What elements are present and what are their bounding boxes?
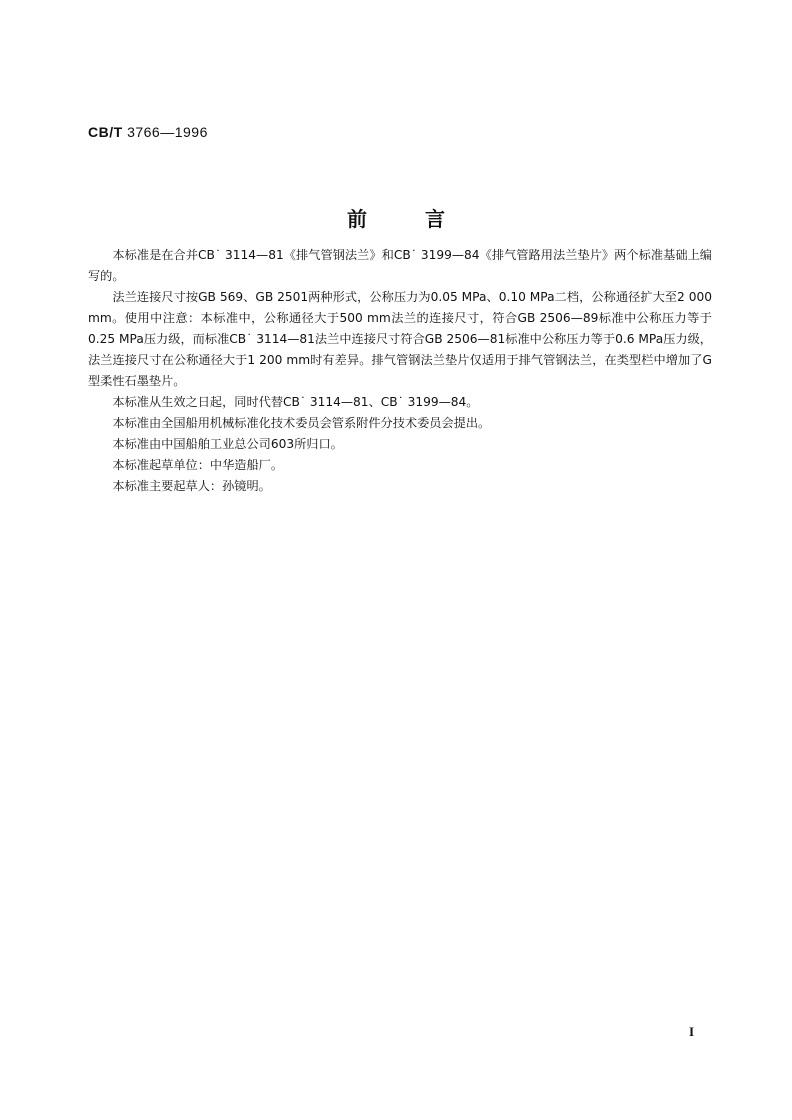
paragraph-merge-origin: 本标准是在合并CB˙ 3114—81《排气管钢法兰》和CB˙ 3199—84《排气管路用法兰垫片》两个标准基础上编写的。 <box>88 248 712 283</box>
paragraph-proposed-by: 本标准由全国船用机械标准化技术委员会管系附件分技术委员会提出。 <box>112 416 491 430</box>
page-title: 前言 <box>347 207 503 231</box>
paragraph-attributed-to: 本标准由中国船舶工业总公司603所归口。 <box>112 437 343 451</box>
standard-prefix: CB/T <box>88 124 123 140</box>
page-number: I <box>689 1024 695 1039</box>
standard-code <box>88 124 208 140</box>
paragraph-replacement: 本标准从生效之日起，同时代替CB˙ 3114—81、CB˙ 3199—84。 <box>112 395 479 409</box>
foreword-body <box>88 245 712 497</box>
standard-number: 3766—1996 <box>127 124 208 140</box>
paragraph-flange-dimensions: 法兰连接尺寸按GB 569、GB 2501两种形式，公称压力为0.05 MPa、0.10 MPa二档，公称通径扩大至2 000 mm。使用中注意：本标准中，公称通径大于500 mm法兰的连接尺寸，符合GB 2506—89标准中公称压力等于0.25 MPa压力级，而标准CB˙ 3114—81法兰中连接尺寸符合GB 2506—81标准中公称压力等于0.6 MPa压力级，法兰连接尺寸在公称通径大于1 200 mm时有差异。排气管钢法兰垫片仅适用于排气管钢法兰，在类型栏中增加了G型柔性石墨垫片。 <box>88 290 712 388</box>
paragraph-drafting-unit: 本标准起草单位：中华造船厂。 <box>112 458 284 472</box>
paragraph-drafters: 本标准主要起草人：孙镜明。 <box>112 479 271 493</box>
